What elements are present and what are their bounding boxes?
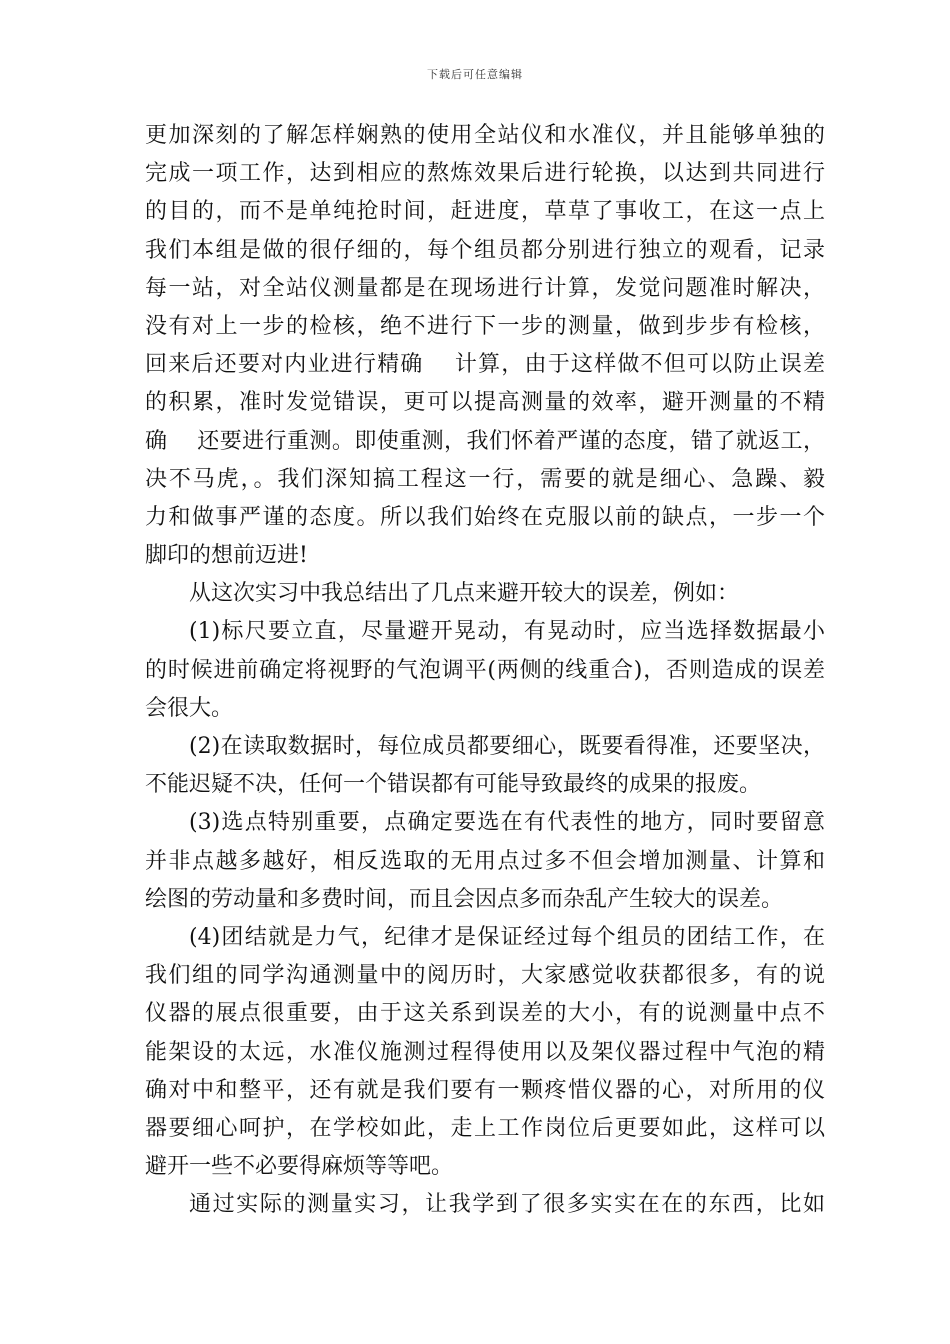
text-line: (3)选点特别重要，点确定要选在有代表性的地方，同时要留意 [189, 810, 825, 836]
text-line: 的时候进前确定将视野的气泡调平(两侧的线重合)，否则造成的误差 [145, 657, 825, 683]
text-line: 我们本组是做的很仔细的，每个组员都分别进行独立的观看，记录 [145, 237, 825, 263]
text-line: 确 还要进行重测。即使重测，我们怀着严谨的态度，错了就返工， [145, 428, 825, 454]
text-line: (2)在读取数据时，每位成员都要细心，既要看得准，还要坚决， [189, 734, 825, 759]
text-line: 决不马虎，。我们深知搞工程这一行，需要的就是细心、急躁、毅 [145, 466, 825, 492]
text-line: 会很大。 [145, 695, 234, 721]
text-line: 回来后还要对内业进行精确 计算，由于这样做不但可以防止误差 [145, 352, 825, 378]
text-line: 仪器的展点很重要，由于这关系到误差的大小，有的说测量中点不 [145, 1001, 825, 1027]
text-line: (1)标尺要立直，尽量避开晃动，有晃动时，应当选择数据最小 [189, 619, 825, 645]
text-line: 确对中和整平，还有就是我们要有一颗疼惜仪器的心，对所用的仪 [145, 1077, 825, 1103]
text-line: 不能迟疑不决，任何一个错误都有可能导致最终的成果的报废。 [145, 772, 762, 798]
text-line: 能架设的太远，水准仪施测过程得使用以及架仪器过程中气泡的精 [145, 1039, 825, 1065]
text-line: 绘图的劳动量和多费时间，而且会因点多而杂乱产生较大的误差。 [145, 886, 784, 912]
text-line: 避开一些不必要得麻烦等等吧。 [145, 1154, 454, 1180]
text-line: 我们组的同学沟通测量中的阅历时，大家感觉收获都很多，有的说 [145, 963, 825, 989]
page-header: 下载后可任意编辑 [427, 68, 523, 81]
text-line: 更加深刻的了解怎样娴熟的使用全站仪和水准仪，并且能够单独的 [145, 123, 825, 148]
text-line: 每一站，对全站仪测量都是在现场进行计算，发觉问题准时解决， [145, 275, 825, 301]
text-line: 器要细心呵护，在学校如此，走上工作岗位后更要如此，这样可以 [145, 1115, 825, 1141]
text-line: 力和做事严谨的态度。所以我们始终在克服以前的缺点，一步一个 [145, 504, 825, 530]
text-line: 没有对上一步的检核，绝不进行下一步的测量，做到步步有检核， [145, 313, 825, 339]
text-line: 通过实际的测量实习，让我学到了很多实实在在的东西，比如 [189, 1192, 825, 1218]
text-line: 并非点越多越好，相反选取的无用点过多不但会增加测量、计算和 [145, 848, 825, 874]
text-line: 的积累，准时发觉错误，更可以提高测量的效率，避开测量的不精 [145, 390, 825, 416]
text-line: (4)团结就是力气，纪律才是保证经过每个组员的团结工作，在 [189, 924, 825, 950]
text-line: 脚印的想前迈进! [145, 543, 308, 569]
text-line: 完成一项工作，达到相应的熬炼效果后进行轮换，以达到共同进行 [145, 161, 825, 187]
text-line: 从这次实习中我总结出了几点来避开较大的误差，例如： [189, 581, 740, 607]
text-line: 的目的，而不是单纯抢时间，赶进度，草草了事收工，在这一点上 [145, 199, 825, 225]
document-body [145, 117, 825, 1224]
